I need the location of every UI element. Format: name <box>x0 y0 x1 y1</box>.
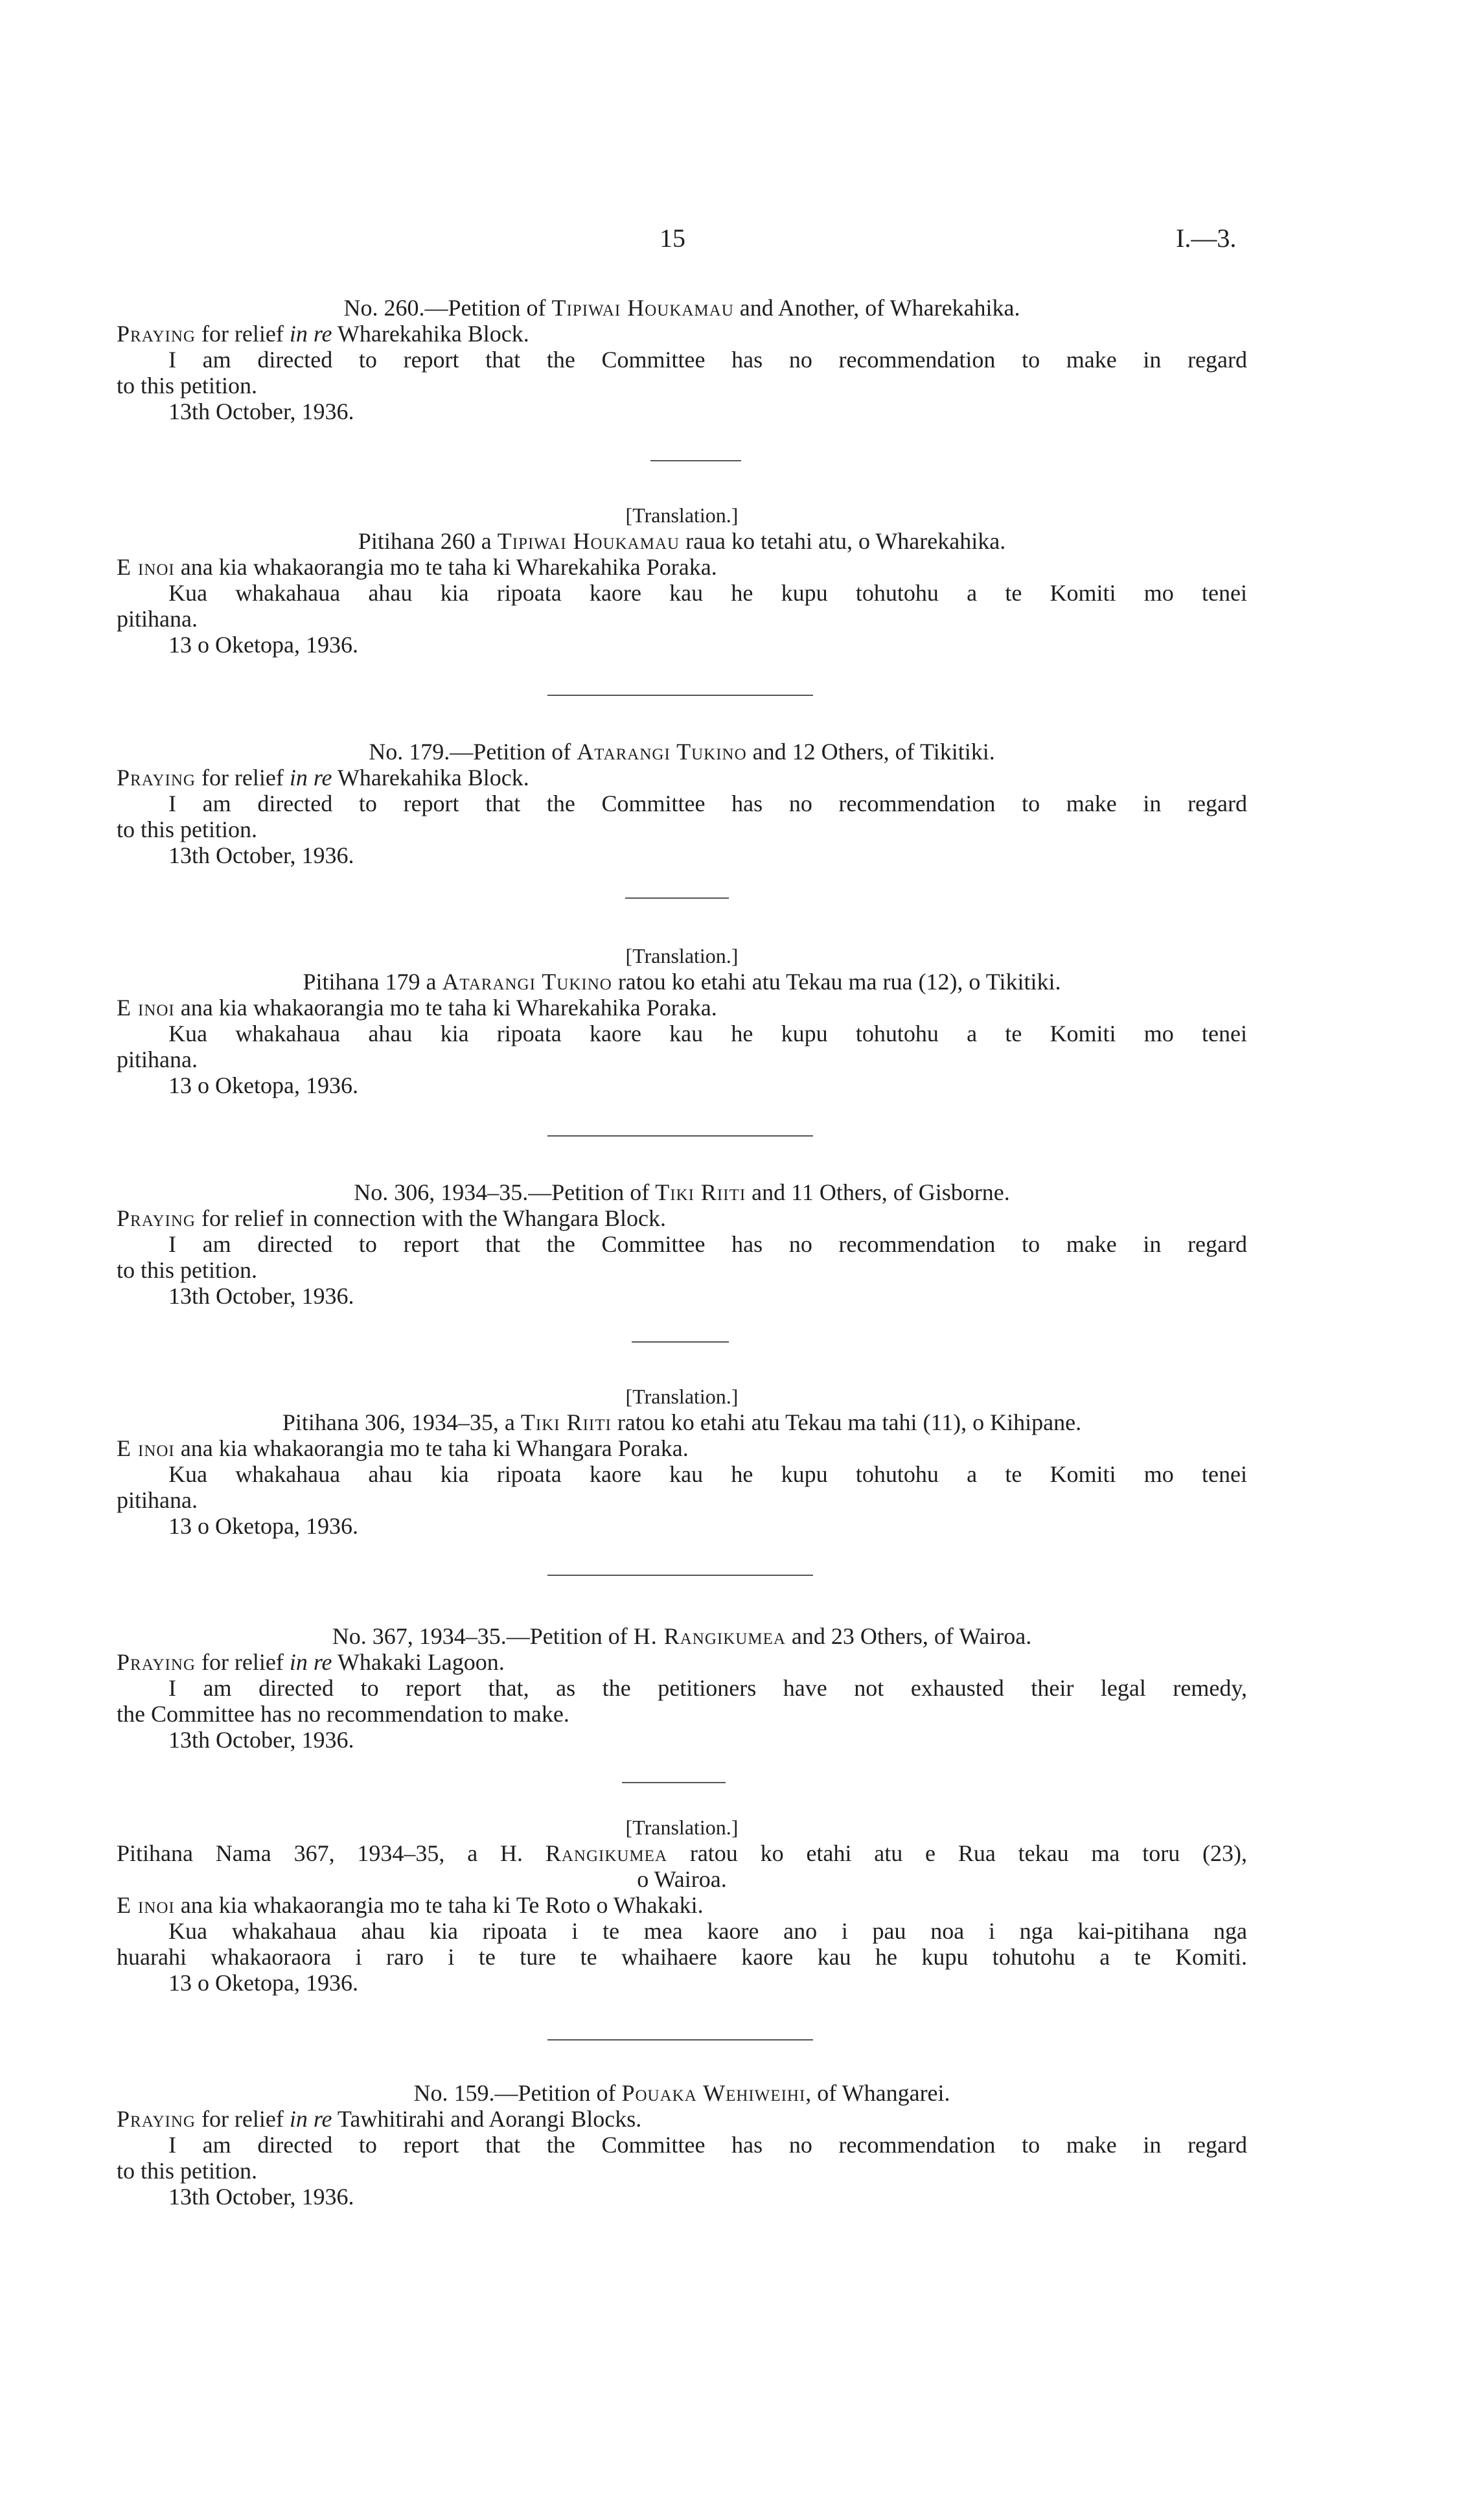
praying-line: Praying for relief in re Tawhitirahi and Aorangi Blocks. <box>117 2106 642 2132</box>
petitioner-name: Tipiwai Houkamau <box>551 295 734 321</box>
petitioner-name: H. Rangikumea <box>633 1623 786 1649</box>
translation-heading: Pitihana 179 a Atarangi Tukino ratou ko etahi atu Tekau ma rua (12), o Tikitiki. <box>303 969 1061 995</box>
translation-260 <box>117 502 1247 658</box>
report-date: 13th October, 1936. <box>168 842 354 868</box>
translation-179 <box>117 943 1247 1098</box>
report-text-cont: to this petition. <box>117 816 258 842</box>
praying-line: Praying for relief in connection with the Whangara Block. <box>117 1205 667 1231</box>
translation-report-cont: huarahi whakaoraora i raro i te ture te whaihaere kaore kau he kupu tohutohu a te Komiti. <box>117 1944 1247 1970</box>
petition-306 <box>117 1179 1247 1309</box>
report-text-cont: to this petition. <box>117 1257 258 1283</box>
translation-report: Kua whakahaua ahau kia ripoata kaore kau he kupu tohutohu a te Komiti mo tenei <box>168 1021 1247 1046</box>
report-date: 13th October, 1936. <box>168 399 354 424</box>
petition-heading: No. 367, 1934–35.—Petition of H. Rangikumea and 23 Others, of Wairoa. <box>332 1623 1032 1649</box>
report-text: I am directed to report that, as the petitioners have not exhausted their legal remedy, <box>168 1675 1247 1701</box>
petition-159 <box>117 2080 1247 2210</box>
praying-line: Praying for relief in re Wharekahika Block. <box>117 321 529 347</box>
divider <box>547 1575 813 1576</box>
translation-label: [Translation.] <box>625 503 739 527</box>
inoi-line: E inoi ana kia whakaorangia mo te taha ki Wharekahika Poraka. <box>117 995 717 1021</box>
translation-306 <box>117 1383 1247 1539</box>
translation-report-cont: pitihana. <box>117 1487 198 1513</box>
report-date: 13th October, 1936. <box>168 2184 354 2210</box>
divider <box>547 695 813 696</box>
translation-report-cont: pitihana. <box>117 606 198 632</box>
divider <box>547 2039 813 2040</box>
petitioner-name: Pouaka Wehiweihi <box>621 2080 806 2106</box>
divider <box>632 1341 729 1343</box>
report-text: I am directed to report that the Committee has no recommendation to make in regard <box>168 1231 1247 1257</box>
inoi-line: E inoi ana kia whakaorangia mo te taha ki Wharekahika Poraka. <box>117 554 717 580</box>
report-text-cont: to this petition. <box>117 373 258 399</box>
translation-label: [Translation.] <box>625 944 739 967</box>
translation-heading: Pitihana Nama 367, 1934–35, a H. Rangikumea ratou ko etahi atu e Rua tekau ma toru (23), <box>117 1840 1247 1866</box>
divider <box>650 460 741 461</box>
page-number: 15 <box>660 224 685 253</box>
report-text-cont: to this petition. <box>117 2158 258 2184</box>
report-text: I am directed to report that the Committee has no recommendation to make in regard <box>168 791 1247 816</box>
translation-report-cont: pitihana. <box>117 1046 198 1072</box>
petition-heading: No. 179.—Petition of Atarangi Tukino and 12 Others, of Tikitiki. <box>369 739 995 765</box>
translation-report: Kua whakahaua ahau kia ripoata i te mea kaore ano i pau noa i nga kai-pitihana nga <box>168 1918 1247 1944</box>
report-text: I am directed to report that the Committee has no recommendation to make in regard <box>168 347 1247 373</box>
divider <box>547 1135 813 1137</box>
report-date: 13th October, 1936. <box>168 1283 354 1309</box>
petitioner-name: Atarangi Tukino <box>577 739 747 765</box>
praying-line: Praying for relief in re Wharekahika Block. <box>117 765 529 791</box>
translation-heading: Pitihana 260 a Tipiwai Houkamau raua ko tetahi atu, o Wharekahika. <box>358 528 1006 554</box>
report-text-cont: the Committee has no recommendation to make. <box>117 1701 569 1727</box>
divider <box>622 1782 726 1783</box>
translation-heading-cont: o Wairoa. <box>637 1866 727 1892</box>
page-reference: I.—3. <box>1176 224 1237 253</box>
translation-date: 13 o Oketopa, 1936. <box>168 1513 358 1539</box>
translation-date: 13 o Oketopa, 1936. <box>168 1970 358 1996</box>
petition-367 <box>117 1623 1247 1753</box>
translation-367 <box>117 1814 1247 1996</box>
inoi-line: E inoi ana kia whakaorangia mo te taha ki Te Roto o Whakaki. <box>117 1892 704 1918</box>
translation-date: 13 o Oketopa, 1936. <box>168 1072 358 1098</box>
translation-label: [Translation.] <box>625 1385 739 1408</box>
translation-report: Kua whakahaua ahau kia ripoata kaore kau he kupu tohutohu a te Komiti mo tenei <box>168 1461 1247 1487</box>
inoi-line: E inoi ana kia whakaorangia mo te taha ki Whangara Poraka. <box>117 1435 689 1461</box>
petition-260 <box>117 295 1247 424</box>
translation-heading: Pitihana 306, 1934–35, a Tiki Riiti ratou ko etahi atu Tekau ma tahi (11), o Kihipane. <box>282 1409 1082 1435</box>
translation-date: 13 o Oketopa, 1936. <box>168 632 358 658</box>
petition-179 <box>117 739 1247 868</box>
petition-heading: No. 260.—Petition of Tipiwai Houkamau and Another, of Wharekahika. <box>343 295 1020 321</box>
divider <box>625 897 729 899</box>
translation-label: [Translation.] <box>625 1816 739 1839</box>
praying-line: Praying for relief in re Whakaki Lagoon. <box>117 1649 505 1675</box>
report-date: 13th October, 1936. <box>168 1727 354 1753</box>
report-text: I am directed to report that the Committee has no recommendation to make in regard <box>168 2132 1247 2158</box>
petition-heading: No. 159.—Petition of Pouaka Wehiweihi, of Whangarei. <box>413 2080 950 2106</box>
petitioner-name: Tiki Riiti <box>655 1179 746 1205</box>
petition-heading: No. 306, 1934–35.—Petition of Tiki Riiti and 11 Others, of Gisborne. <box>354 1179 1010 1205</box>
translation-report: Kua whakahaua ahau kia ripoata kaore kau he kupu tohutohu a te Komiti mo tenei <box>168 580 1247 606</box>
